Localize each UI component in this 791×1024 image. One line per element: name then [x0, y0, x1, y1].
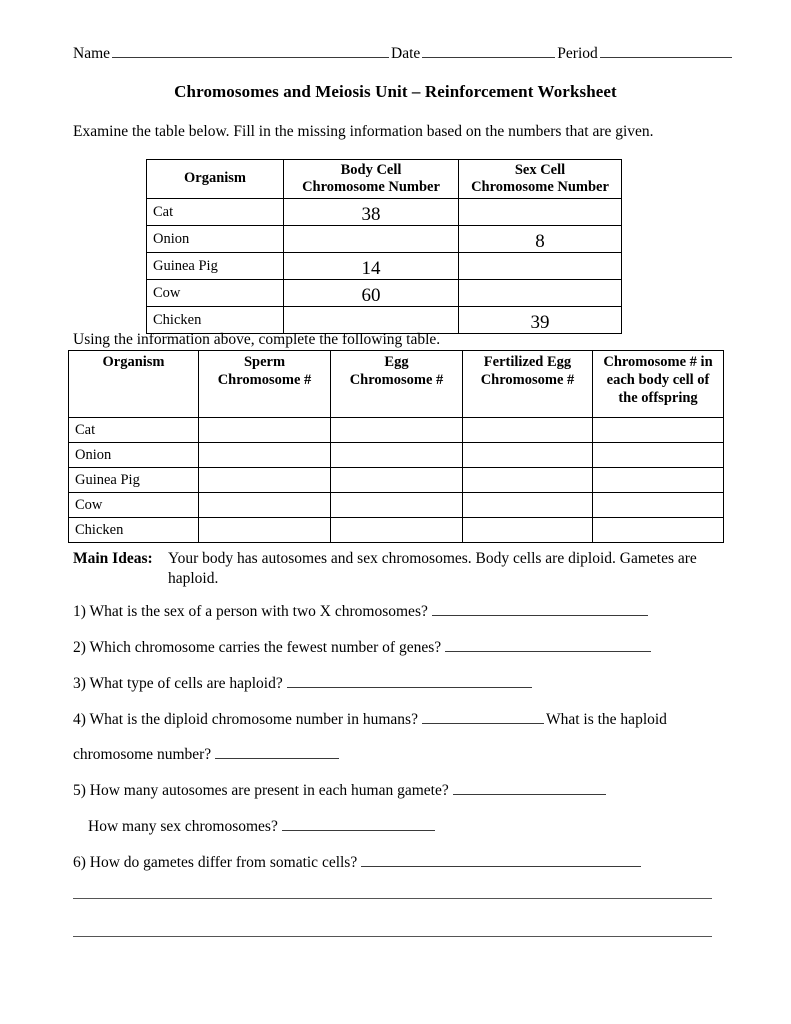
table1-body-cell-value[interactable]	[284, 307, 459, 334]
table2-egg-cell[interactable]	[331, 518, 463, 543]
table2-fertilized-egg-cell[interactable]	[463, 468, 593, 493]
table-row	[147, 253, 622, 280]
table1-header-body-cell	[284, 160, 459, 199]
table1-header-organism: Organism	[147, 160, 284, 199]
table1-header-sex-cell	[459, 160, 622, 199]
question-4-text-haploid: chromosome number?	[73, 746, 212, 763]
question-2	[73, 638, 653, 657]
table2-header-fertilized-egg	[463, 351, 593, 418]
table1-sex-cell-value[interactable]: 8	[459, 226, 622, 253]
period-blank-line[interactable]	[600, 44, 732, 58]
table2-header-egg-line2: Chromosome #	[349, 372, 444, 388]
table2-offspring-cell[interactable]	[593, 493, 724, 518]
table-row	[147, 280, 622, 307]
table2-offspring-cell[interactable]	[593, 518, 724, 543]
table1-organism-cell: Chicken	[147, 307, 284, 334]
table1-body-cell-value[interactable]: 38	[284, 199, 459, 226]
name-date-period-row	[73, 44, 718, 63]
table1-organism-cell: Onion	[147, 226, 284, 253]
question-2-text: 2) Which chromosome carries the fewest number of genes?	[73, 639, 442, 656]
question-4-line2	[73, 745, 341, 764]
table2-fertilized-egg-cell[interactable]	[463, 443, 593, 468]
table2-sperm-cell[interactable]	[199, 418, 331, 443]
table1-header-sex-cell-line1: Sex Cell	[514, 162, 566, 178]
question-5-sub	[88, 817, 437, 836]
table2-organism-cell: Cat	[69, 418, 199, 443]
table2-header-organism: Organism	[69, 351, 199, 418]
table2-fertilized-egg-cell[interactable]	[463, 518, 593, 543]
question-4-answer-line-haploid[interactable]	[215, 745, 339, 759]
question-3-text: 3) What type of cells are haploid?	[73, 675, 283, 692]
table1-header-sex-cell-line2: Chromosome Number	[471, 178, 609, 195]
table2-header-offspring-body-cell	[593, 351, 724, 418]
table-row	[69, 468, 724, 493]
table2-fertilized-egg-cell[interactable]	[463, 418, 593, 443]
table2-organism-cell: Chicken	[69, 518, 199, 543]
name-blank-line[interactable]	[112, 44, 389, 58]
table2-header-offspring-line1: Chromosome # in	[603, 354, 713, 370]
question-6-text: 6) How do gametes differ from somatic cells?	[73, 854, 358, 871]
table-row	[147, 307, 622, 334]
table2-organism-cell: Cow	[69, 493, 199, 518]
question-4-text: 4) What is the diploid chromosome number in humans?	[73, 711, 418, 728]
table2-header-fertilized-egg-line2: Chromosome #	[480, 372, 575, 388]
question-5-sub-text: How many sex chromosomes?	[88, 818, 278, 835]
question-6	[73, 853, 643, 872]
question-5-text: 5) How many autosomes are present in each human gamete?	[73, 782, 449, 799]
chromosome-number-table	[146, 159, 622, 334]
question-1-answer-line[interactable]	[432, 602, 648, 616]
table1-organism-cell: Cat	[147, 199, 284, 226]
table-row	[69, 493, 724, 518]
question-5	[73, 781, 608, 800]
question-3-answer-line[interactable]	[287, 674, 532, 688]
table1-body-cell-value[interactable]: 60	[284, 280, 459, 307]
table2-offspring-cell[interactable]	[593, 418, 724, 443]
table2-egg-cell[interactable]	[331, 468, 463, 493]
table-row	[69, 443, 724, 468]
question-4-text-continued: What is the haploid	[545, 711, 667, 728]
page-title: Chromosomes and Meiosis Unit – Reinforcement Worksheet	[174, 82, 617, 101]
table2-sperm-cell[interactable]	[199, 443, 331, 468]
main-ideas-label: Main Ideas:	[73, 550, 153, 567]
table2-header-row	[69, 351, 724, 418]
table-row	[69, 418, 724, 443]
table2-egg-cell[interactable]	[331, 493, 463, 518]
table1-sex-cell-value[interactable]	[459, 199, 622, 226]
table1-sex-cell-value[interactable]	[459, 253, 622, 280]
question-6-answer-line[interactable]	[361, 853, 641, 867]
date-label: Date	[391, 45, 421, 62]
date-blank-line[interactable]	[422, 44, 555, 58]
blank-answer-line-2[interactable]	[73, 936, 712, 937]
table2-offspring-cell[interactable]	[593, 468, 724, 493]
table2-header-sperm-line1: Sperm	[243, 354, 286, 370]
period-label: Period	[557, 45, 598, 62]
table-row	[147, 199, 622, 226]
table2-sperm-cell[interactable]	[199, 518, 331, 543]
table-row	[147, 226, 622, 253]
table1-organism-cell: Cow	[147, 280, 284, 307]
blank-answer-line-1[interactable]	[73, 898, 712, 899]
table2-header-fertilized-egg-line1: Fertilized Egg	[483, 354, 572, 370]
table2-egg-cell[interactable]	[331, 443, 463, 468]
question-1-text: 1) What is the sex of a person with two X chromosomes?	[73, 603, 428, 620]
table1-body-cell-value[interactable]	[284, 226, 459, 253]
table1-sex-cell-value[interactable]: 39	[459, 307, 622, 334]
table2-header-sperm-line2: Chromosome #	[217, 372, 312, 388]
question-4	[73, 710, 667, 729]
question-1	[73, 602, 650, 621]
question-3	[73, 674, 534, 693]
question-5-sub-answer-line[interactable]	[282, 817, 435, 831]
question-2-answer-line[interactable]	[445, 638, 651, 652]
table1-organism-cell: Guinea Pig	[147, 253, 284, 280]
table2-sperm-cell[interactable]	[199, 468, 331, 493]
table1-instruction: Examine the table below. Fill in the missing information based on the numbers that are given.	[73, 123, 654, 140]
table2-header-offspring-line2: each body cell of	[606, 372, 710, 388]
table-row	[69, 518, 724, 543]
table2-header-egg-line1: Egg	[384, 354, 409, 370]
question-4-answer-line-diploid[interactable]	[422, 710, 544, 724]
table2-sperm-cell[interactable]	[199, 493, 331, 518]
table2-organism-cell: Onion	[69, 443, 199, 468]
table2-offspring-cell[interactable]	[593, 443, 724, 468]
table2-header-egg	[331, 351, 463, 418]
table2-instruction: Using the information above, complete the following table.	[73, 331, 441, 348]
table2-header-sperm	[199, 351, 331, 418]
gamete-chromosome-table	[68, 350, 724, 543]
main-ideas-section	[73, 549, 718, 588]
name-label: Name	[73, 45, 111, 62]
table1-header-row	[147, 160, 622, 199]
question-5-answer-line[interactable]	[453, 781, 606, 795]
table2-fertilized-egg-cell[interactable]	[463, 493, 593, 518]
table2-egg-cell[interactable]	[331, 418, 463, 443]
table2-header-offspring-line3: the offspring	[618, 390, 698, 406]
table1-header-body-cell-line2: Chromosome Number	[302, 178, 440, 195]
table1-body-cell-value[interactable]: 14	[284, 253, 459, 280]
table2-organism-cell: Guinea Pig	[69, 468, 199, 493]
table1-header-body-cell-line1: Body Cell	[340, 162, 402, 178]
table1-sex-cell-value[interactable]	[459, 280, 622, 307]
main-ideas-text: Your body has autosomes and sex chromosomes. Body cells are diploid. Gametes are haploid.	[168, 550, 697, 587]
